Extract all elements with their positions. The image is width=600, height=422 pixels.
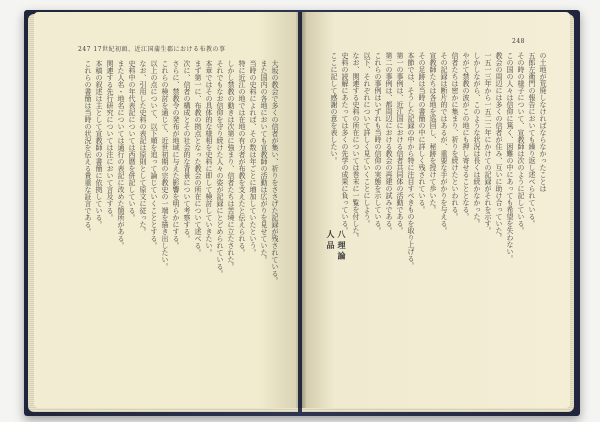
left-page-text-line: また国内の各地においても宣教師の活動は広がりを見せていた。 (260, 60, 268, 263)
right-page-text-line: なお、関連する史料の所在については巻末に一覧を付した。 (352, 52, 360, 241)
left-page-text-line: まず第一に、布教の拠点となった教会の所在について述べる。 (194, 60, 202, 256)
left-page-text-line: 特に近江の地では在地の有力者が布教を支えたと伝えられる。 (238, 60, 246, 256)
right-page-text-line: 第一の事例は、近江国における信者共同体の活動である。 (396, 52, 404, 234)
right-page-text-line: 第二の事例は、都周辺における教会の再建の試みである。 (385, 52, 393, 234)
right-page-text-line: その時の様子について、宣教師は次のように記している。 (517, 52, 525, 234)
left-page-text-line: 本稿の叙述は主として宣教師の書簡に依拠している。 (95, 60, 103, 228)
right-page-text-line: やがて禁教の波がこの地にも押し寄せることとなる。 (462, 52, 470, 220)
left-page-text-line: それでもなお信仰を守り続けた人々の姿が記録にとどめられている。 (216, 60, 224, 277)
right-page-text (318, 52, 548, 382)
left-page-text-line: 以上の点について、以下順を追って論じていくこととする。 (150, 60, 158, 249)
left-page-text-line: 史料中の年代表記については西暦を併記している。 (128, 60, 136, 221)
left-page-text-line: また人名・地名については通行の表記に改めた箇所がある。 (117, 60, 125, 249)
right-page-text-line: しかしながら、このような状況は長くは続かなかった。 (473, 52, 481, 227)
left-page-text-line: 関連する先行研究については注において言及する。 (106, 60, 114, 221)
right-page-text-line: 以下、それぞれについて詳しく見ていくことにしよう。 (363, 52, 371, 227)
right-page-text-line: その足跡は当時の書簡の中に詳しく残されている。 (418, 52, 426, 213)
book-gutter (296, 12, 306, 408)
left-page-text (80, 60, 280, 380)
left-page-text-line: これらの検討を通じて、近世初期の宗教史の一端を描き出したい。 (161, 60, 169, 270)
right-page-text-line: 宣教師たちは各地を巡回し、秘跡を授けて歩いた。 (429, 52, 437, 213)
right-page-text-line: その記録は断片的ではあるが、重要な手がかりを与える。 (440, 52, 448, 234)
left-page-text-line: 大坂の教会で多くの信者が集い、祈りをささげた記録が残されている。 (271, 60, 279, 284)
left-page-text-line: なお、引用した史料の表記は原則として原文に従った。 (139, 60, 147, 235)
right-page-text-line: 教会の周辺には多くの信者が住み、互いに助け合っていた。 (495, 52, 503, 241)
left-page-number: 247 (78, 46, 91, 53)
right-page-text-line: ここに記して感謝の意を表したい。 (330, 52, 338, 164)
right-page-text-line: 史料の読解にあたっては多くの先学の成果に負っている。 (341, 52, 349, 234)
right-page-text-line: この国の人々は信仰に篤く、困難の中にあっても希望を失わない。 (506, 52, 514, 262)
left-page-text-line: 本章ではその具体的な様相を史料に即して検討していきたい。 (205, 60, 213, 256)
right-page-text-line: の土地が荒廃しなければならなかったことは (539, 52, 547, 192)
right-page-text-line: これらの事例はいずれも当時の信仰の実態を示している。 (374, 52, 382, 234)
left-running-header (78, 44, 226, 53)
left-page-text-line: しかし禁教の動きは次第に強まり、信者たちは苦境に立たされた。 (227, 60, 235, 270)
left-page-text-line: 次に、信者の構成とその社会的な背景について考察する。 (183, 60, 191, 242)
section-heading: 八 理 論 人 品 (326, 230, 347, 260)
left-page-text-line: 当時の史料によれば、その数は年ごとに増加していたという。 (249, 60, 257, 256)
left-header-title: 17世紀初頭、近江国蒲生郡における布教の事 (93, 46, 226, 53)
left-page-text-line: さらに、禁教令の発布が地域に与えた影響を明らかにする。 (172, 60, 180, 249)
right-page-text-line: 一五一三年から一五二二年にかけての記録がそれを示す。 (484, 52, 492, 234)
right-page-text-line: 信者たちは密かに集まり、祈りを続けたといわれる。 (451, 52, 459, 220)
right-page-number: 248 (512, 38, 525, 45)
right-page-text-line: 五郎左衛門の報告においても繰り返し述べられている。 (528, 52, 536, 227)
left-page-text-line: これらの書簡は当時の状況を伝える貴重な証言である。 (84, 60, 92, 235)
right-page-text-line: 本節では、そうした記録の中から特に注目すべきものを取り上げる。 (407, 52, 415, 269)
